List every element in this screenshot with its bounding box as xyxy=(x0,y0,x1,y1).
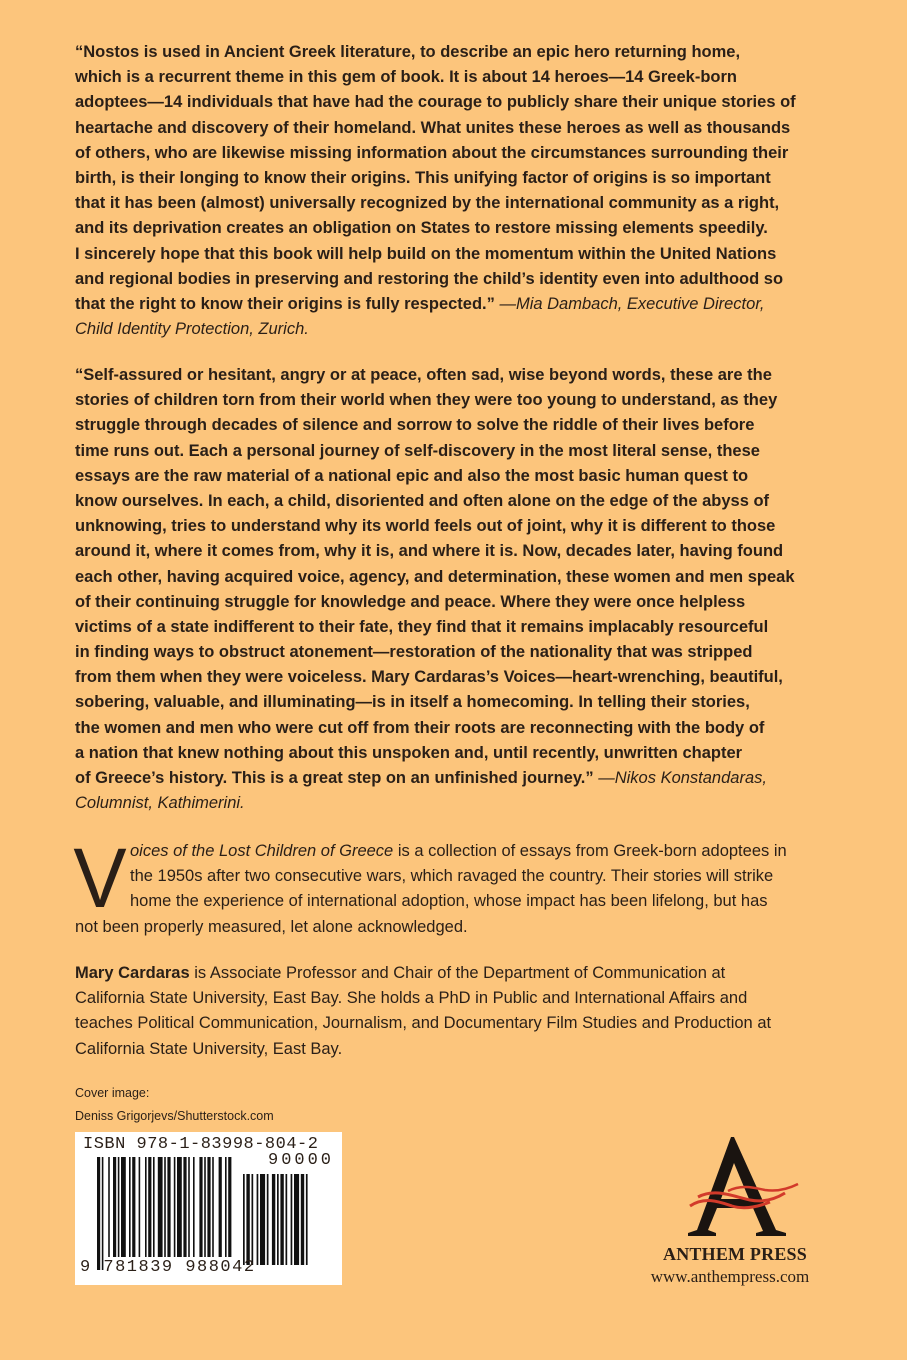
barcode-bar xyxy=(158,1157,163,1257)
barcode-addon-bar xyxy=(277,1174,279,1265)
text-line xyxy=(75,716,835,741)
bold-text: birth, is their longing to know their origins. This unifying factor of origins is so important xyxy=(75,168,771,187)
bold-text: a nation that knew nothing about this unspoken and, until recently, unwritten chapter xyxy=(75,743,743,762)
bold-text: which is a recurrent theme in this gem of book. It is about 14 heroes—14 Greek-born xyxy=(75,68,737,87)
text-line xyxy=(75,839,835,864)
text: is Associate Professor and Chair of the Department of Communication at xyxy=(189,964,726,982)
isbn-barcode xyxy=(75,1132,342,1285)
barcode-addon-bar xyxy=(286,1174,288,1265)
barcode-addon-bar xyxy=(306,1174,308,1265)
barcode-bar xyxy=(148,1157,151,1257)
barcode-addon-bar xyxy=(291,1174,293,1265)
italic-text: Columnist, Kathimerini. xyxy=(75,794,245,813)
text-line xyxy=(75,166,835,191)
bold-text: victims of a state indifferent to their fate, they find that it remains implacably resourceful xyxy=(75,617,769,636)
barcode-bar xyxy=(193,1157,195,1257)
publisher-name: ANTHEM PRESS xyxy=(663,1244,807,1264)
text-line xyxy=(75,791,835,816)
text: teaches Political Communication, Journalism, and Documentary Film Studies and Production at xyxy=(75,1014,772,1033)
cover-credit-source: Deniss Grigorjevs/Shutterstock.com xyxy=(75,1109,274,1123)
bold-text: Mary Cardaras xyxy=(75,964,190,982)
bold-text: of Greece’s history. This is a great step on an unfinished journey.” xyxy=(75,769,594,787)
text: California State University, East Bay. She holds a PhD in Public and International Affairs and xyxy=(75,989,748,1008)
text: the 1950s after two consecutive wars, which ravaged the country. Their stories will strike xyxy=(130,867,774,886)
text-line xyxy=(75,889,835,914)
italic-text: oices of the Lost Children of Greece xyxy=(130,842,394,860)
barcode-bar xyxy=(212,1157,214,1257)
text-line xyxy=(75,317,835,342)
bold-text: of their continuing struggle for knowledge and peace. Where they were once helpless xyxy=(75,592,746,611)
text-line xyxy=(75,915,835,940)
text-line xyxy=(75,766,835,791)
text-line xyxy=(75,116,835,141)
barcode-bar xyxy=(145,1157,147,1257)
bold-text: around it, where it comes from, why it is, and where it is. Now, decades later, having found xyxy=(75,542,784,561)
author-bio xyxy=(75,961,835,1062)
text-line xyxy=(75,864,835,889)
bold-text: “Self-assured or hesitant, angry or at peace, often sad, wise beyond words, these are the xyxy=(75,366,772,384)
barcode-bar xyxy=(139,1157,141,1257)
barcode-bar xyxy=(108,1157,110,1257)
text-line xyxy=(75,640,835,665)
barcode-bar xyxy=(118,1157,120,1257)
barcode-bar xyxy=(177,1157,182,1257)
bold-text: “Nostos is used in Ancient Greek literature, to describe an epic hero returning home, xyxy=(75,43,741,61)
cover-credit-label: Cover image: xyxy=(75,1086,150,1100)
text-line xyxy=(75,90,835,115)
bold-text: and regional bodies in preserving and restoring the child’s identity even into adulthood so xyxy=(75,269,784,288)
text-line xyxy=(75,665,835,690)
text-line xyxy=(75,741,835,766)
barcode-bar xyxy=(228,1157,231,1257)
barcode-addon-bar xyxy=(301,1174,304,1265)
bold-text: heartache and discovery of their homeland. What unites these heroes as well as thousands xyxy=(75,118,791,137)
barcode-bar xyxy=(113,1157,116,1257)
bold-text: each other, having acquired voice, agency, and determination, these women and men speak xyxy=(75,567,795,586)
text-line xyxy=(75,1037,835,1062)
barcode-bar xyxy=(183,1157,186,1257)
barcode-addon-bar xyxy=(267,1174,269,1265)
barcode-addon-bar xyxy=(272,1174,275,1265)
bold-text: sobering, valuable, and illuminating—is in itself a homecoming. In telling their stories, xyxy=(75,693,750,712)
text-line xyxy=(75,363,835,388)
text-line xyxy=(75,590,835,615)
text-line xyxy=(75,1011,835,1036)
barcode-addon-bar xyxy=(294,1174,299,1265)
publisher-url[interactable]: www.anthempress.com xyxy=(650,1267,810,1286)
barcode-addon-bar xyxy=(260,1174,265,1265)
barcode-bar xyxy=(207,1157,210,1257)
isbn-label: ISBN 978-1-83998-804-2 xyxy=(83,1135,319,1154)
text-line xyxy=(75,242,835,267)
italic-text: —Nikos Konstandaras, xyxy=(593,769,767,787)
text-line xyxy=(75,65,835,90)
text: not been properly measured, let alone acknowledged. xyxy=(75,917,468,936)
barcode-bar xyxy=(188,1157,190,1257)
text-line xyxy=(75,615,835,640)
text-line xyxy=(75,489,835,514)
barcode-digits: 9 781839 988042 xyxy=(80,1258,256,1277)
barcode-bar xyxy=(153,1157,155,1257)
drop-cap: V xyxy=(73,831,127,925)
text-line xyxy=(75,514,835,539)
text-line xyxy=(75,690,835,715)
book-description xyxy=(75,839,835,940)
text-line xyxy=(75,267,835,292)
barcode-bar xyxy=(219,1157,222,1257)
barcode-bar xyxy=(121,1157,126,1257)
barcode-bar xyxy=(102,1157,104,1270)
italic-text: Child Identity Protection, Zurich. xyxy=(75,320,309,339)
barcode-bar xyxy=(129,1157,131,1257)
bold-text: the women and men who were cut off from their roots are reconnecting with the body of xyxy=(75,718,765,737)
barcode-bar xyxy=(132,1157,135,1257)
quote-nikos-konstandaras xyxy=(75,363,835,816)
bold-text: from them when they were voiceless. Mary Cardaras’s Voices—heart-wrenching, beautiful, xyxy=(75,668,783,687)
text: home the experience of international adoption, whose impact has been lifelong, but has xyxy=(130,892,768,911)
barcode-addon-bar xyxy=(246,1174,249,1265)
bold-text: and its deprivation creates an obligation on States to restore missing elements speedily. xyxy=(75,219,768,238)
bold-text: unknowing, tries to understand why its world feels out of joint, why it is different to those xyxy=(75,517,776,536)
italic-text: —Mia Dambach, Executive Director, xyxy=(494,294,765,313)
barcode-addon-bar xyxy=(252,1174,254,1265)
text-line xyxy=(75,986,835,1011)
text-line xyxy=(75,388,835,413)
bold-text: struggle through decades of silence and sorrow to solve the riddle of their lives before xyxy=(75,416,755,435)
text-line xyxy=(75,292,835,317)
bold-text: that it has been (almost) universally recognized by the international community as a right, xyxy=(75,194,780,213)
text-line xyxy=(75,565,835,590)
barcode-addon-bar xyxy=(280,1174,283,1265)
bold-text: in finding ways to obstruct atonement—restoration of the nationality that was stripped xyxy=(75,643,753,662)
barcode-addon: 90000 xyxy=(268,1151,335,1170)
barcode-addon-bar xyxy=(243,1174,245,1265)
bold-text: that the right to know their origins is fully respected.” xyxy=(75,294,495,313)
bold-text: know ourselves. In each, a child, disoriented and often alone on the edge of the abyss of xyxy=(75,491,770,510)
bold-text: adoptees—14 individuals that have had the courage to publicly share their unique stories of xyxy=(75,93,796,112)
barcode-bar xyxy=(167,1157,170,1257)
text-line xyxy=(75,439,835,464)
anthem-press-logo-icon xyxy=(670,1130,810,1240)
quote-mia-dambach xyxy=(75,40,835,342)
text-line xyxy=(75,464,835,489)
bold-text: I sincerely hope that this book will help build on the momentum within the United Nations xyxy=(75,244,777,263)
barcode-bar xyxy=(97,1157,100,1270)
barcode-bar xyxy=(174,1157,176,1257)
barcode-addon-bar xyxy=(257,1174,259,1265)
barcode-bar xyxy=(199,1157,202,1257)
barcode-bar xyxy=(204,1157,206,1257)
text-line xyxy=(75,40,835,65)
text-line xyxy=(75,216,835,241)
text: is a collection of essays from Greek-born adoptees in xyxy=(393,842,787,860)
barcode-bar xyxy=(225,1157,227,1257)
text-line xyxy=(75,961,835,986)
barcode-bar xyxy=(164,1157,166,1257)
bold-text: time runs out. Each a personal journey of self-discovery in the most literal sense, these xyxy=(75,441,760,460)
bold-text: of others, who are likewise missing information about the circumstances surrounding their xyxy=(75,143,789,162)
text-line xyxy=(75,539,835,564)
text-line xyxy=(75,413,835,438)
bold-text: essays are the raw material of a national epic and also the most basic human quest to xyxy=(75,466,749,485)
text-line xyxy=(75,191,835,216)
cover-credit xyxy=(75,1082,274,1128)
text: California State University, East Bay. xyxy=(75,1039,343,1058)
bold-text: stories of children torn from their world when they were too young to understand, as they xyxy=(75,391,778,410)
text-line xyxy=(75,141,835,166)
